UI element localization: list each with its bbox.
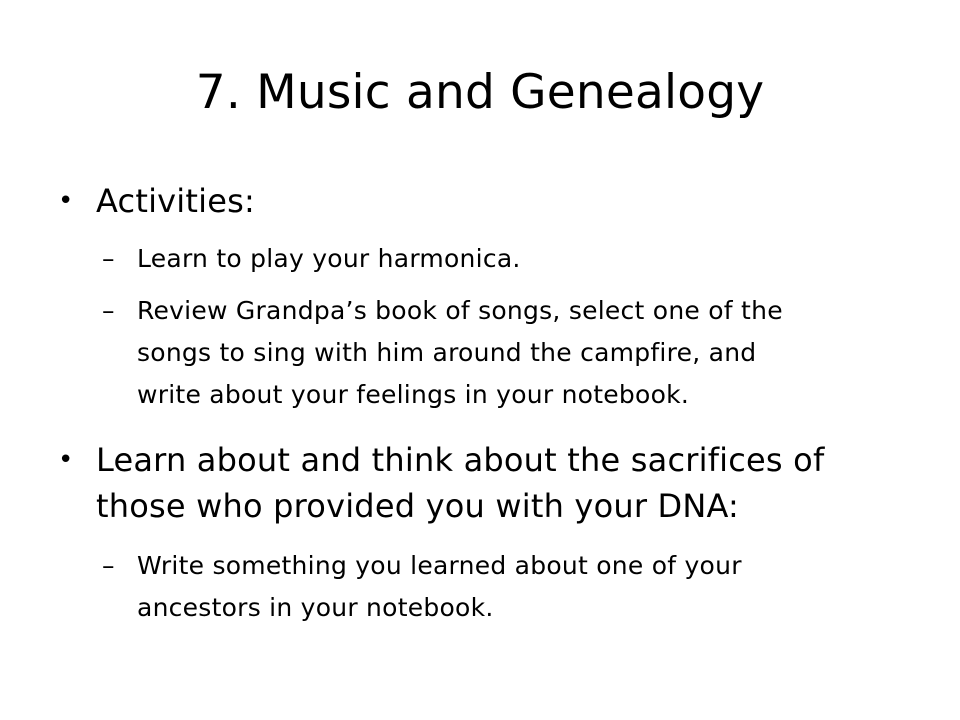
bullet-line: Learn about and think about the sacrifices of: [96, 441, 825, 479]
bullet-marker: •: [58, 186, 74, 216]
dash-marker: –: [102, 551, 115, 580]
bullet-text: [96, 437, 918, 529]
dash-marker: –: [102, 244, 115, 273]
dash-marker: –: [102, 296, 115, 325]
subitem-text: [137, 545, 902, 629]
bullet-marker: •: [58, 445, 74, 475]
subitem-line: write about your feelings in your notebook.: [137, 380, 690, 409]
subitem-line: ancestors in your notebook.: [137, 593, 494, 622]
subitem-songs: [102, 290, 902, 416]
bullet-sacrifices: [58, 437, 918, 529]
bullet-line: those who provided you with your DNA:: [96, 487, 740, 525]
subitem-line: Learn to play your harmonica.: [137, 244, 521, 273]
bullet-text: Activities:: [96, 182, 255, 220]
slide-title: 7. Music and Genealogy: [195, 65, 765, 120]
subitem-ancestors: [102, 545, 902, 629]
subitem-line: Write something you learned about one of your: [137, 551, 742, 580]
subitem-harmonica: [102, 238, 902, 280]
subitem-text: [137, 238, 902, 280]
subitem-line: songs to sing with him around the campfire, and: [137, 338, 757, 367]
bullet-activities: [58, 178, 918, 224]
subitem-text: [137, 290, 902, 416]
subitem-line: Review Grandpa’s book of songs, select one of the: [137, 296, 783, 325]
